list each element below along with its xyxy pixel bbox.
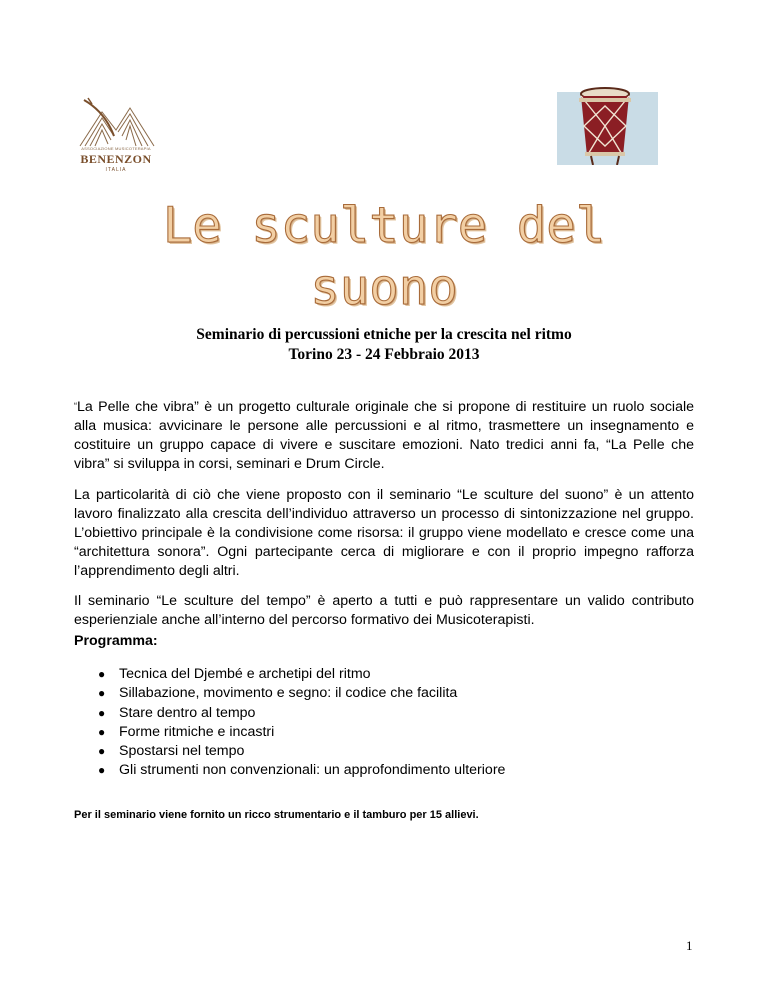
bullet-icon: ●: [98, 686, 106, 701]
list-item-label: Spostarsi nel tempo: [119, 743, 245, 760]
list-item: [98, 723, 505, 742]
title-line-1: Le sculture del: [162, 197, 606, 254]
opening-quote: “: [74, 401, 77, 411]
program-list: [98, 665, 505, 781]
program-heading: Programma:: [74, 633, 158, 649]
logo-name: BENENZON: [80, 152, 152, 166]
list-item-label: Sillabazione, movimento e segno: il codice che facilita: [119, 685, 458, 702]
page-number: 1: [686, 938, 693, 953]
drum-icon: [557, 86, 658, 165]
bullet-icon: ●: [98, 667, 106, 681]
list-item: [98, 665, 505, 684]
list-item-label: Forme ritmiche e incastri: [119, 723, 275, 740]
benenzon-logo: [74, 96, 158, 178]
paragraph-intro: [74, 397, 694, 474]
paragraph-audience: Il seminario “Le sculture del tempo” è aperto a tutti e può rappresentare un valido contributo esperienziale anche all’interno del percorso formativo dei Musicoterapisti.: [74, 593, 694, 628]
equipment-note: Per il seminario viene fornito un ricco strumentario e il tamburo per 15 allievi.: [74, 809, 479, 821]
mountain-logo-icon: [74, 96, 158, 148]
title-line-2: suono: [310, 259, 458, 316]
list-item: [98, 742, 505, 761]
bullet-icon: ●: [98, 724, 106, 739]
bullet-icon: ●: [98, 705, 106, 720]
list-item: [98, 684, 505, 703]
djembe-drum-image: [557, 86, 658, 165]
bullet-icon: ●: [98, 744, 106, 759]
list-item-label: Gli strumenti non convenzionali: un approfondimento ulteriore: [119, 762, 506, 779]
list-item-label: Stare dentro al tempo: [119, 704, 256, 721]
list-item: [98, 761, 505, 780]
bullet-icon: ●: [98, 763, 106, 778]
subtitle: Seminario di percussioni etniche per la crescita nel ritmo: [196, 326, 572, 343]
paragraph-intro-text: La Pelle che vibra” è un progetto culturale originale che si propone di restituire un ruolo sociale alla musica: avvicinare le persone alle percussioni e al ritmo, trasmettere un insegnamento e costituire un gruppo capace di vivere e suscitare emozioni. Nato tredici anni fa, “La Pelle che vibra” si sviluppa in corsi, seminari e Drum Circle.: [74, 399, 694, 472]
event-date-location: Torino 23 - 24 Febbraio 2013: [288, 346, 480, 363]
logo-subtitle: ITALIA: [105, 167, 127, 173]
paragraph-description: La particolarità di ciò che viene proposto con il seminario “Le sculture del suono” è un attento lavoro finalizzato alla crescita dell’individuo attraverso un processo di sintonizzazione nel gruppo. L’obiettivo principale è la condivisione come risorsa: il gruppo viene modellato e cresce come una “architettura sonora”. Ogni partecipante cerca di migliorare e con il proprio impegno rafforza l’apprendimento degli altri.: [74, 487, 694, 579]
list-item-label: Tecnica del Djembé e archetipi del ritmo: [119, 666, 371, 682]
list-item: [98, 704, 505, 723]
logo-tagline: ASSOCIAZIONE MUSICOTERAPIA: [81, 146, 151, 151]
